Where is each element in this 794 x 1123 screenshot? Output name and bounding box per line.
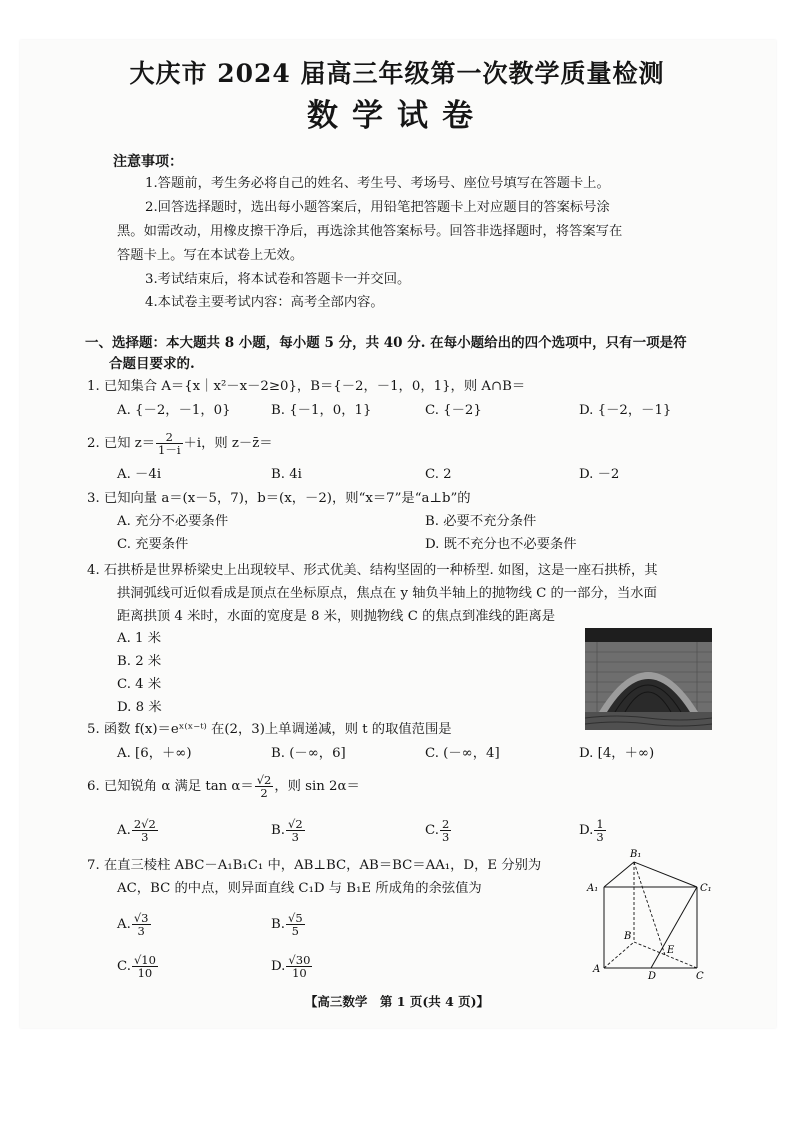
question-2-stem [87,431,273,456]
question-7-line-1: 7. 在直三棱柱 ABC－A₁B₁C₁ 中，AB⊥BC，AB＝BC＝AA₁，D，E 分别为 [87,858,542,873]
question-3-stem: 3. 已知向量 a＝(x－5，7)，b＝(x，－2)，则“x＝7”是“a⊥b”的 [87,491,471,506]
question-4-option-a: A. 1 米 [117,631,162,646]
section-heading-line-1: 一、选择题：本大题共 8 小题，每小题 5 分，共 40 分. 在每小题给出的四个选项中，只有一项是符 [85,335,687,351]
notice-item-2-line-3: 答题卡上。写在本试卷上无效。 [117,248,304,263]
question-6-option-d [579,818,607,843]
question-6-option-b-numerator: √2 [288,817,303,831]
notice-item-3: 3.考试结束后，将本试卷和答题卡一并交回。 [145,272,411,287]
question-6-option-d-fraction [594,818,605,843]
question-3-option-b: B. 必要不充分条件 [425,514,537,529]
question-6-option-a-numerator: 2√2 [133,817,156,831]
question-1-option-c: C. {－2} [425,403,482,418]
question-7-option-c-fraction [132,954,158,979]
question-6-option-c-label: C. [425,823,439,839]
question-3-option-d: D. 既不充分也不必要条件 [425,537,577,552]
label-c1: C₁ [700,883,712,894]
question-5-option-a: A. [6，＋∞) [117,746,192,761]
question-6-option-d-label: D. [579,823,594,839]
label-a1: A₁ [587,883,599,894]
question-4-line-1: 4. 石拱桥是世界桥梁史上出现较早、形式优美、结构坚固的一种桥型. 如图，这是一座石拱桥，其 [87,563,658,578]
question-2-fraction [156,431,183,456]
question-4-option-d: D. 8 米 [117,700,162,715]
question-7-option-b-numerator: √5 [288,911,303,925]
question-2-option-b: B. 4i [271,467,302,482]
exam-title: 大庆市 2024 届高三年级第一次教学质量检测 [129,59,665,88]
question-2-fraction-denominator: 1－i [158,443,181,458]
question-5-stem: 5. 函数 f(x)＝eˣ⁽ˣ⁻ᵗ⁾ 在(2，3)上单调递减，则 t 的取值范围是 [87,722,452,737]
question-6-option-d-numerator: 1 [596,817,604,831]
question-6-option-c-numerator: 2 [441,817,450,831]
stone-bridge-photo [585,628,712,730]
question-6-stem-post: ，则 sin 2α＝ [274,779,360,795]
question-1-stem: 1. 已知集合 A＝{x｜x²－x－2≥0}，B＝{－2，－1，0，1}，则 A∩B＝ [87,379,526,394]
question-2-stem-post: ＋i，则 z－z̄＝ [183,436,273,452]
question-4-line-2: 拱洞弧线可近似看成是顶点在坐标原点，焦点在 y 轴负半轴上的抛物线 C 的一部分，当水面 [117,586,657,601]
question-6-option-a [117,818,159,843]
question-6-fraction [255,774,274,799]
triangular-prism-figure [584,842,714,982]
question-2-option-d: D. －2 [579,467,620,482]
section-heading-line-2: 合题目要求的. [109,356,195,372]
question-6-option-a-fraction [132,818,158,843]
question-3-option-c: C. 充要条件 [117,537,189,552]
question-6-option-a-label: A. [117,823,131,839]
prism-hidden-edges [604,862,697,968]
question-1-option-d: D. {－2，－1} [579,403,672,418]
question-7-option-a-numerator: √3 [133,911,149,925]
notice-item-2-line-1: 2.回答选择题时，选出每小题答案后，用铅笔把答题卡上对应题目的答案标号涂 [145,200,610,215]
notice-item-4: 4.本试卷主要考试内容：高考全部内容。 [145,295,384,310]
question-5-option-d: D. [4，＋∞) [579,746,655,761]
question-6-option-b-fraction [286,818,305,843]
question-5-option-c: C. (－∞，4] [425,746,500,761]
question-7-option-b-fraction [286,912,305,937]
question-7-option-d-fraction [286,954,312,979]
question-7-option-b-denominator: 5 [291,924,299,939]
question-6-stem-pre: 6. 已知锐角 α 满足 tan α＝ [87,779,254,795]
question-7-option-a-fraction [132,912,151,937]
label-a: A [593,964,601,975]
question-4-line-3: 距离拱顶 4 米时，水面的宽度是 8 米，则抛物线 C 的焦点到准线的距离是 [117,609,556,624]
prism-edges [604,862,697,968]
question-7-option-b-label: B. [271,917,285,933]
question-2-stem-pre: 2. 已知 z＝ [87,436,156,452]
label-c: C [696,971,704,982]
question-6-option-c-denominator: 3 [441,830,450,845]
question-6-stem [87,774,360,799]
question-7-option-d-numerator: √30 [288,953,311,967]
question-7-option-a-denominator: 3 [137,924,145,939]
question-6-fraction-denominator: 2 [260,786,268,801]
question-6-option-b-denominator: 3 [291,830,299,845]
label-e: E [667,945,675,956]
notice-heading: 注意事项： [113,154,183,170]
label-d: D [648,971,657,982]
label-b: B [624,931,632,942]
question-6-option-a-denominator: 3 [141,830,149,845]
question-6-option-b-label: B. [271,823,285,839]
question-7-option-b [271,912,306,937]
question-1-option-a: A. {－2，－1，0} [117,403,231,418]
question-6-option-c [425,818,452,843]
question-6-option-d-denominator: 3 [596,830,604,845]
question-7-option-d-denominator: 10 [292,966,307,981]
page-footer: 【高三数学 第 1 页(共 4 页)】 [304,994,490,1009]
question-7-option-d [271,954,313,979]
notice-item-1: 1.答题前，考生务必将自己的姓名、考生号、考场号、座位号填写在答题卡上。 [145,176,610,191]
question-4-option-b: B. 2 米 [117,654,162,669]
question-7-option-a-label: A. [117,917,131,933]
question-2-fraction-numerator: 2 [156,431,183,444]
question-5-option-b: B. (－∞，6] [271,746,346,761]
question-7-option-c-numerator: √10 [133,953,156,967]
question-7-option-d-label: D. [271,959,286,975]
question-6-fraction-numerator: √2 [256,773,272,787]
question-7-option-c-label: C. [117,959,131,975]
question-6-option-b [271,818,306,843]
question-7-line-2: AC，BC 的中点，则异面直线 C₁D 与 B₁E 所成角的余弦值为 [117,881,482,896]
question-7-option-c [117,954,159,979]
question-2-option-c: C. 2 [425,467,452,482]
notice-item-2-line-2: 黑。如需改动，用橡皮擦干净后，再选涂其他答案标号。回答非选择题时，将答案写在 [117,224,623,239]
exam-subtitle: 数学试卷 [307,98,487,134]
label-b1: B₁ [630,849,642,860]
question-1-option-b: B. {－1，0，1} [271,403,372,418]
question-7-option-c-denominator: 10 [137,966,153,981]
question-7-option-a [117,912,152,937]
question-3-option-a: A. 充分不必要条件 [117,514,229,529]
question-2-option-a: A. －4i [117,467,162,482]
question-6-option-c-fraction [440,818,451,843]
question-4-option-c: C. 4 米 [117,677,162,692]
